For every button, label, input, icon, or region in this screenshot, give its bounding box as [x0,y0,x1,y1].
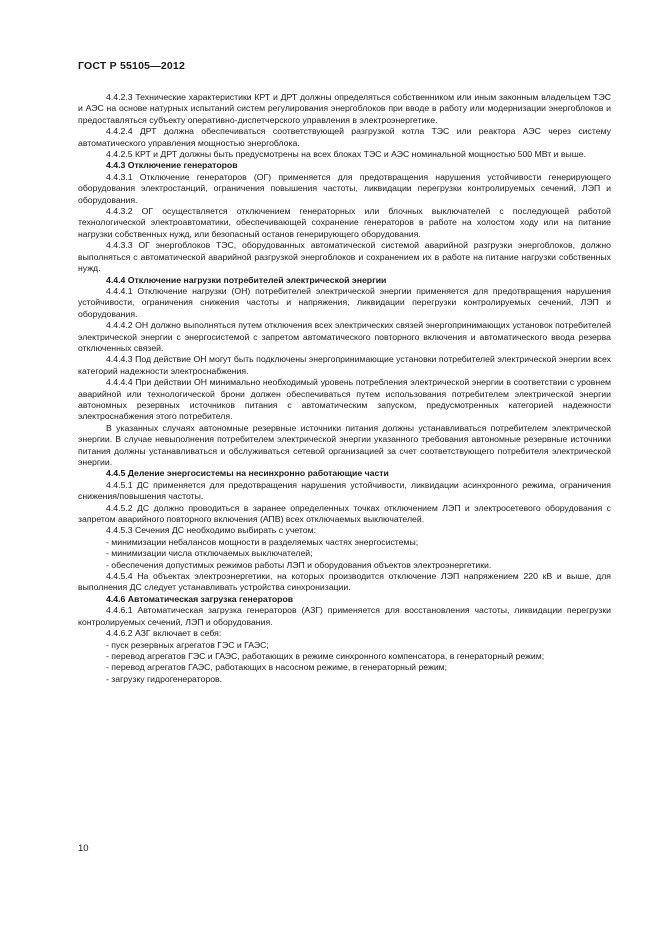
page-number: 10 [78,843,89,854]
document-header: ГОСТ Р 55105—2012 [78,60,186,72]
paragraph: 4.4.2.3 Технические характеристики КРТ и ДРТ должны определяться собственником или иным законным владельцем ТЭС и АЭС на основе натурных испытаний систем регулирования энергоблоков при вводе в работу или модернизации энергоблоков и предоставляться субъекту оперативно-диспетчерского управления в электроэнергетике. [78,92,611,125]
paragraph: 4.4.6.1 Автоматическая загрузка генераторов (АЗГ) применяется для восстановления частоты, ликвидации перегрузки контролируемых сечений, ЛЭП и оборудования. [78,605,611,627]
list-item: - загрузку гидрогенераторов. [106,673,223,684]
list-item: - пуск резервных агрегатов ГЭС и ГАЭС; [106,639,269,650]
list-item: - минимизации числа отключаемых выключателей; [106,548,313,559]
list-item: 4.4.5.3 Сечения ДС необходимо выбирать с учетом: [106,525,317,536]
paragraph: 4.4.2.4 ДРТ должна обеспечиваться соответствующей разгрузкой котла ТЭС или реактора АЭС через систему автоматического управления мощностью энергоблока. [78,126,611,148]
paragraph: 4.4.5.1 ДС применяется для предотвращения нарушения устойчивости, ликвидации асинхронного режима, ограничения снижения/повышения частоты. [78,479,611,502]
section-heading: 4.4.3 Отключение генераторов [106,160,238,171]
list-item: - минимизации небалансов мощности в разделяемых частях энергосистемы; [106,536,419,547]
paragraph: 4.4.5.2 ДС должно проводиться в заранее определенных точках отключением ЛЭП и электросетевого оборудования с запретом аварийного повторного включения (АПВ) всех отключаемых выключателей. [78,502,611,525]
paragraph: - перевод агрегатов ГЭС и ГАЭС, работающих в режиме синхронного компенсатора, в генераторный режим; [106,650,545,661]
list-item: - обеспечения допустимых режимов работы ЛЭП и оборудования объектов электроэнергетики. [106,559,492,570]
paragraph: 4.4.3.1 Отключение генераторов (ОГ) применяется для предотвращения нарушения устойчивости генерирующего оборудования электростанций, ограничения повышения частоты, ликвидации перегрузки контролируемых сечений, ЛЭП и оборудования. [78,171,611,205]
section-heading: 4.4.6 Автоматическая загрузка генераторов [106,593,294,604]
paragraph: 4.4.4.3 Под действие ОН могут быть подключены энергопринимающие установки потребителей электрической энергии всех категорий надежности электроснабжения. [78,354,611,376]
section-heading: 4.4.4 Отключение нагрузки потребителей электрической энергии [106,274,387,285]
paragraph: 4.4.3.3 ОГ энергоблоков ТЭС, оборудованных автоматической системой аварийной разгрузки энергоблоков, должно выполняться с автоматической аварийной разгрузкой энергоблоков и сохранением их в работе на питание нагрузки собственных нужд. [78,240,611,274]
paragraph: 4.4.2.5 КРТ и ДРТ должны быть предусмотрены на всех блоках ТЭС и АЭС номинальной мощностью 500 МВт и выше. [106,149,586,160]
list-item: - перевод агрегатов ГАЭС, работающих в насосном режиме, в генераторный режим; [106,662,448,673]
paragraph: 4.4.4.2 ОН должно выполняться путем отключения всех электрических связей энергопринимающих установок потребителей электрической энергии с энергосистемой с запретом автоматического повторного включения и автоматического ввода резерва отключенных связей. [78,320,611,353]
paragraph: 4.4.5.4 На объектах электроэнергетики, на которых производится отключение ЛЭП напряжением 220 кВ и выше, для выполнения ДС следует устанавливать устройства синхронизации. [78,571,611,593]
section-heading: 4.4.5 Деление энергосистемы на несинхронно работающие части [106,468,389,479]
document-body [78,92,611,685]
paragraph: В указанных случаях автономные резервные источники питания должны устанавливаться потребителем электрической энергии. В случае невыполнения потребителем электрической энергии указанного требования автономные резервные источники питания должны устанавливаться и обслуживаться сетевой организацией за счет соответствующего потребителя электрической энергии. [78,422,611,467]
list-item: 4.4.6.2 АЗГ включает в себя: [106,628,222,639]
paragraph: 4.4.4.4 При действии ОН минимально необходимый уровень потребления электрической энергии в соответствии с уровнем аварийной или технологической брони должен обеспечиваться путем использования потребителем электрической энергии автономных резервных источников питания с автоматическим запуском, предусмотренных категорией надежности электроснабжения этого потребителя. [78,377,611,422]
paragraph: 4.4.3.2 ОГ осуществляется отключением генераторных или блочных выключателей с последующей работой технологической электроавтоматики, обеспечивающей сохранение генераторов в работе на холостом ходу или на питание нагрузки собственных нужд, или безопасный останов генерирующего оборудования. [78,206,611,239]
paragraph: 4.4.4.1 Отключение нагрузки (ОН) потребителей электрической энергии применяется для предотвращения нарушения устойчивости, ограничения снижения частоты и напряжения, ликвидации перегрузки контролируемых сечений, ЛЭП и оборудования. [78,285,611,319]
